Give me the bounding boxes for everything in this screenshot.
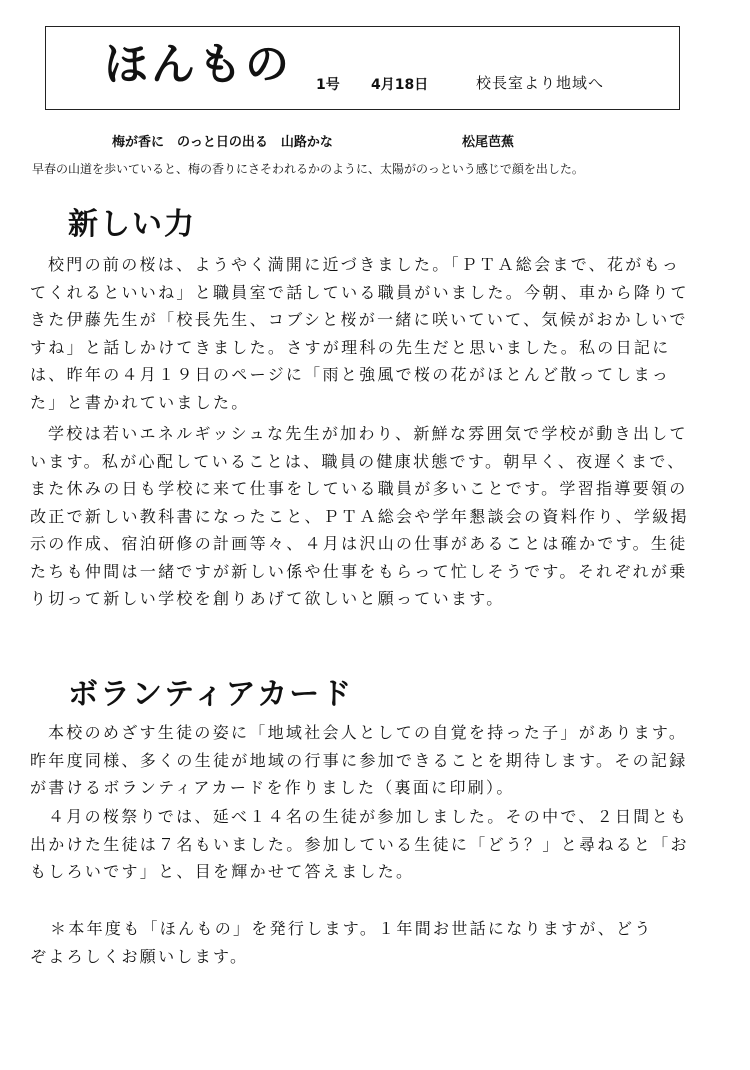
haiku-author: 松尾芭蕉: [462, 135, 515, 150]
section1-paragraph-1: 校門の前の桜は、ようやく満開に近づきました。「ＰＴＡ総会まで、花がもってくれるといいね」と職員室で話している職員がいました。今朝、車から降りてきた伊藤先生が「校長先生、コブシと桜が一緒に咲いていて、気候がおかしいですね」と話しかけてきました。さすが理科の先生だと思いました。私の日記には、昨年の４月１９日のページに「雨と強風で桜の花がほとんど散ってしまった」と書かれていました。: [30, 255, 689, 412]
closing-line-1: ＊本年度も「ほんもの」を発行します。１年間お世話になりますが、どう: [50, 919, 653, 938]
closing-note: [30, 915, 700, 970]
newsletter-subtitle: 校長室より地域へ: [476, 74, 605, 92]
issue-number: 1号: [316, 77, 340, 93]
newsletter-title: ほんもの: [104, 39, 292, 90]
section2-paragraph-2: ４月の桜祭りでは、延べ１４名の生徒が参加しました。その中で、２日間とも出かけた生徒は７名もいました。参加している生徒に「どう？」と尋ねると「おもしろいです」と、目を輝かせて答えました。: [30, 807, 689, 881]
masthead-box: [45, 26, 680, 110]
section-title-volunteer-card: ボランティアカード: [68, 677, 354, 712]
section2-paragraph-1: 本校のめざす生徒の姿に「地域社会人としての自覚を持った子」があります。昨年度同様、多くの生徒が地域の行事に参加できることを期待します。その記録が書けるボランティアカードを作りました（裏面に印刷）。: [30, 723, 688, 797]
section-title-new-power: 新しい力: [68, 207, 196, 242]
haiku-explanation: 早春の山道を歩いていると、梅の香りにさそわれるかのように、太陽がのっという感じで顔を出した。: [32, 162, 584, 176]
closing-line-2: ぞよろしくお願いします。: [30, 946, 249, 966]
haiku-text: 梅が香に のっと日の出る 山路かな: [112, 135, 333, 150]
section1-paragraph-2: 学校は若いエネルギッシュな先生が加わり、新鮮な雰囲気で学校が動き出しています。私が心配していることは、職員の健康状態です。朝早く、夜遅くまで、また休みの日も学校に来て仕事をしている職員が多いことです。学習指導要領の改正で新しい教科書になったこと、ＰＴＡ総会や学年懇談会の資料作り、学級掲示の作成、宿泊研修の計画等々、４月は沢山の仕事があることは確かです。生徒たちも仲間は一緒ですが新しい係や仕事をもらって忙しそうです。それぞれが乗り切って新しい学校を創りあげて欲しいと願っています。: [30, 424, 689, 608]
issue-date: 4月18日: [371, 77, 429, 93]
